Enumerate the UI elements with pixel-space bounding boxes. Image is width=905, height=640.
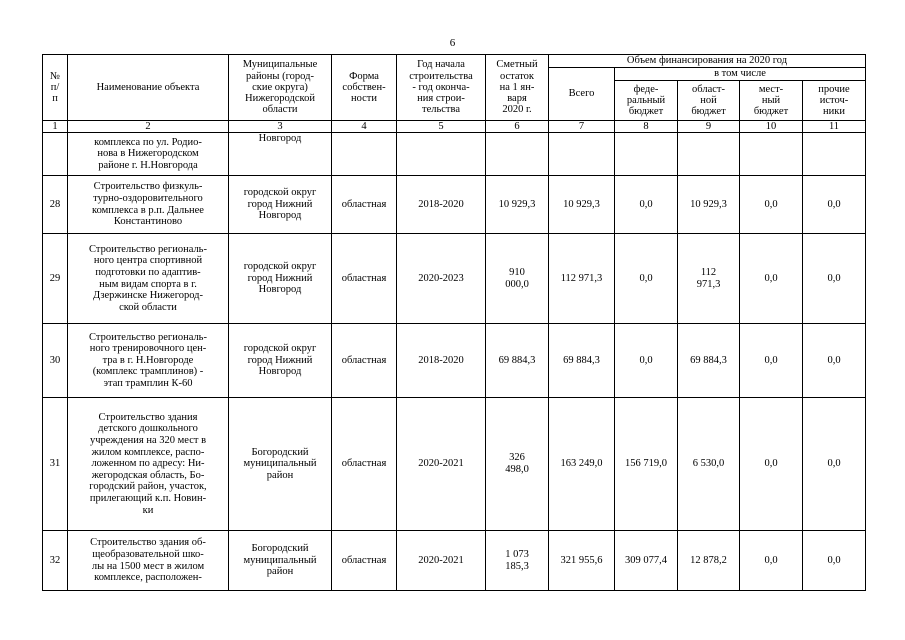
header-row-1 <box>43 55 866 68</box>
row-ownership: областная <box>332 234 397 324</box>
row-total: 69 884,3 <box>549 324 615 398</box>
row-district: городской округ город Нижний Новгород <box>229 324 332 398</box>
table-row <box>43 531 866 591</box>
header-estimate: Сметный остаток на 1 ян- варя 2020 г. <box>486 55 549 121</box>
table-row <box>43 398 866 531</box>
row-other: 0,0 <box>803 531 866 591</box>
row-total <box>549 133 615 176</box>
row-num: 30 <box>43 324 68 398</box>
row-num: 28 <box>43 176 68 234</box>
column-number: 2 <box>68 121 229 133</box>
row-num: 31 <box>43 398 68 531</box>
row-other: 0,0 <box>803 398 866 531</box>
row-total: 112 971,3 <box>549 234 615 324</box>
row-local: 0,0 <box>740 398 803 531</box>
row-district: Богородский муниципальный район <box>229 398 332 531</box>
row-other: 0,0 <box>803 176 866 234</box>
row-regional: 10 929,3 <box>678 176 740 234</box>
row-district: городской округ город Нижний Новгород <box>229 234 332 324</box>
financing-table <box>42 54 866 591</box>
header-regional: област- ной бюджет <box>678 81 740 121</box>
column-number: 6 <box>486 121 549 133</box>
header-years: Год начала строительства - год оконча- ния строи- тельства <box>397 55 486 121</box>
row-object-name: Строительство физкуль- турно-оздоровительного комплекса в р.п. Дальнее Константиново <box>68 176 229 234</box>
header-name: Наименование объекта <box>68 55 229 121</box>
column-number: 9 <box>678 121 740 133</box>
row-object-name: Строительство здания детского дошкольного учреждения на 320 мест в жилом комплексе, распо- ложенном по адресу: Ни- жегородская область, Бо- городский район, участок, прилегающий к.п. Новин- ки <box>68 398 229 531</box>
header-district: Муниципальные районы (город- ские округа) Нижегородской области <box>229 55 332 121</box>
row-other: 0,0 <box>803 324 866 398</box>
row-regional: 6 530,0 <box>678 398 740 531</box>
column-number: 5 <box>397 121 486 133</box>
row-district: городской округ город Нижний Новгород <box>229 176 332 234</box>
header-local: мест- ный бюджет <box>740 81 803 121</box>
row-ownership <box>332 133 397 176</box>
table-row <box>43 133 866 176</box>
row-years: 2018-2020 <box>397 324 486 398</box>
header-including: в том числе <box>615 68 866 81</box>
row-ownership: областная <box>332 531 397 591</box>
row-regional <box>678 133 740 176</box>
row-estimate <box>486 133 549 176</box>
row-local: 0,0 <box>740 234 803 324</box>
row-regional: 12 878,2 <box>678 531 740 591</box>
row-local <box>740 133 803 176</box>
column-number: 8 <box>615 121 678 133</box>
table-row <box>43 176 866 234</box>
table-row <box>43 324 866 398</box>
row-total: 163 249,0 <box>549 398 615 531</box>
row-regional: 112 971,3 <box>678 234 740 324</box>
row-years: 2020-2021 <box>397 531 486 591</box>
row-object-name: Строительство здания об- щеобразовательной шко- лы на 1500 мест в жилом комплексе, расположен- <box>68 531 229 591</box>
header-other: прочие источ- ники <box>803 81 866 121</box>
row-federal: 0,0 <box>615 234 678 324</box>
header-federal: феде- ральный бюджет <box>615 81 678 121</box>
column-number: 10 <box>740 121 803 133</box>
page-number: 6 <box>449 37 456 49</box>
row-total: 10 929,3 <box>549 176 615 234</box>
row-estimate: 910 000,0 <box>486 234 549 324</box>
column-number: 1 <box>43 121 68 133</box>
column-number: 3 <box>229 121 332 133</box>
table-row <box>43 234 866 324</box>
row-local: 0,0 <box>740 176 803 234</box>
row-federal <box>615 133 678 176</box>
header-total: Всего <box>549 68 615 121</box>
row-years <box>397 133 486 176</box>
row-total: 321 955,6 <box>549 531 615 591</box>
row-federal: 309 077,4 <box>615 531 678 591</box>
row-other: 0,0 <box>803 234 866 324</box>
row-other <box>803 133 866 176</box>
column-numbers-row <box>43 121 866 133</box>
row-estimate: 326 498,0 <box>486 398 549 531</box>
row-regional: 69 884,3 <box>678 324 740 398</box>
header-ownership: Форма собствен- ности <box>332 55 397 121</box>
column-number: 7 <box>549 121 615 133</box>
row-federal: 0,0 <box>615 176 678 234</box>
row-object-name: Строительство региональ- ного тренировочного цен- тра в г. Н.Новгороде (комплекс трамплинов) - этап трамплин К-60 <box>68 324 229 398</box>
row-object-name: комплекса по ул. Родио- нова в Нижегородском районе г. Н.Новгорода <box>68 133 229 176</box>
row-district: Новгород <box>229 133 332 176</box>
row-federal: 156 719,0 <box>615 398 678 531</box>
row-estimate: 10 929,3 <box>486 176 549 234</box>
column-number: 11 <box>803 121 866 133</box>
row-estimate: 69 884,3 <box>486 324 549 398</box>
header-num: № п/ п <box>43 55 68 121</box>
row-num: 29 <box>43 234 68 324</box>
row-years: 2018-2020 <box>397 176 486 234</box>
row-estimate: 1 073 185,3 <box>486 531 549 591</box>
row-object-name: Строительство региональ- ного центра спортивной подготовки по адаптив- ным видам спорта в г. Дзержинске Нижегород- ской области <box>68 234 229 324</box>
row-district: Богородский муниципальный район <box>229 531 332 591</box>
row-ownership: областная <box>332 398 397 531</box>
row-num <box>43 133 68 176</box>
row-ownership: областная <box>332 324 397 398</box>
row-ownership: областная <box>332 176 397 234</box>
column-number: 4 <box>332 121 397 133</box>
row-local: 0,0 <box>740 531 803 591</box>
row-years: 2020-2023 <box>397 234 486 324</box>
row-years: 2020-2021 <box>397 398 486 531</box>
row-num: 32 <box>43 531 68 591</box>
row-local: 0,0 <box>740 324 803 398</box>
header-funding: Объем финансирования на 2020 год <box>549 55 866 68</box>
row-federal: 0,0 <box>615 324 678 398</box>
